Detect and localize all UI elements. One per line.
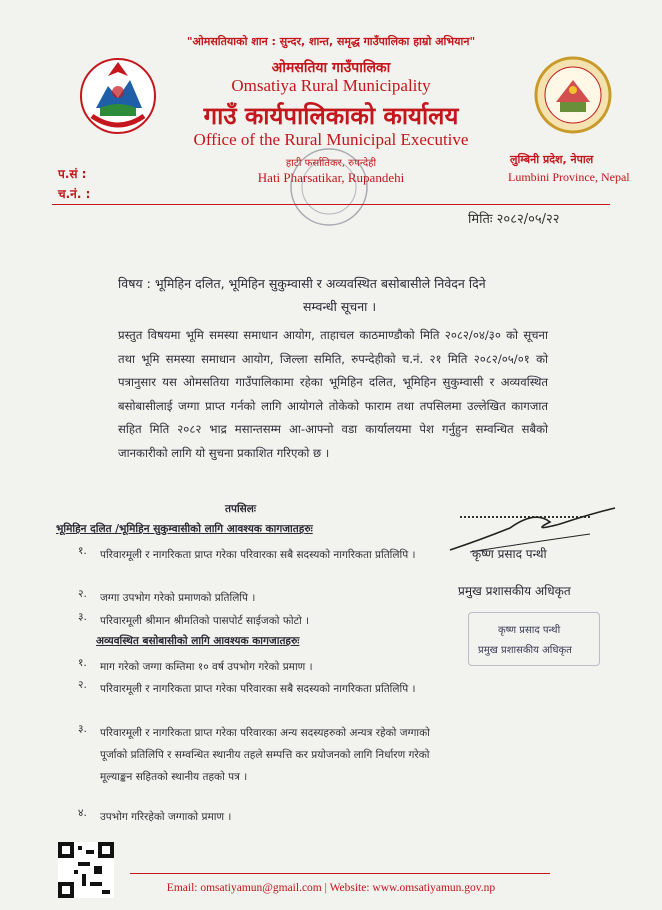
section-2-list: १. माग गरेको जग्गा कम्तिमा १० वर्ष उपभोग गरेको प्रमाण । २. परिवारमूली र नागरिकता प्राप्त गरेका परिवारका सबै सदस्यको नागरिकता प्रतिलिपि । ३. परिवारमूली र नागरिकता प्राप्त गरेका परिवारका अन्य सदस्यहरुको अन्यत्र रहेको जग्गाको पूर्जाको प्रतिलिपि र सम्वन्धित स्थानीय तहले सम्पत्ति कर प्रयोजनको लागि निर्धारण गरेको मूल्याङ्कन सहितको स्थानीय तहको पत्र । ४. उपभोग गरिरहेको जग्गाको प्रमाण । <box>78 657 430 823</box>
office-stamp <box>288 146 370 228</box>
motto: "ओमसतियाको शान : सुन्दर, शान्त, समृद्ध गाउँपालिका हाम्रो अभियान" <box>186 35 476 48</box>
signatory-post: प्रमुख प्रशासकीय अधिकृत <box>458 584 571 598</box>
subject <box>118 272 578 318</box>
address-en: Hati Pharsatikar, Rupandehi <box>257 170 405 185</box>
footer-divider <box>130 873 550 874</box>
official-stamp-frame <box>468 612 600 666</box>
letter-date: मितिः २०८२/०५/२२ <box>468 212 560 227</box>
header-divider <box>52 204 610 205</box>
section-1-list: १. परिवारमूली र नागरिकता प्राप्त गरेका परिवारका सबै सदस्यको नागरिकता प्रतिलिपि । २. जग्गा उपभोग गरेको प्रमाणको प्रतिलिपि । ३. परिवारमूली श्रीमान श्रीमतिको पासपोर्ट साईजको फोटो । <box>78 545 416 627</box>
ref-number-label: प.सं : <box>58 167 87 181</box>
municipality-name-np: ओमसतिया गाउँपालिका <box>271 60 391 76</box>
municipality-name-en: Omsatiya Rural Municipality <box>231 76 431 95</box>
office-name-en: Office of the Rural Municipal Executive <box>193 130 469 149</box>
subject-line-1: विषय : भूमिहिन दलित, भूमिहिन सुकुम्वासी र अव्यवस्थित बसोबासीले निवेदन दिने <box>118 276 486 291</box>
address-np: हाटी फर्सातिकर, रुपन्देही <box>285 158 377 169</box>
schedule-heading: तपसिलः <box>225 503 257 515</box>
signatory-name: कृष्ण प्रसाद पन्थी <box>472 547 547 561</box>
province-en: Lumbini Province, Nepal <box>508 170 630 184</box>
section-2-title: अव्यवस्थित बसोबासीको लागि आवश्यक कागजातहरुः <box>96 635 300 647</box>
notice-body: प्रस्तुत विषयमा भूमि समस्या समाधान आयोग, ताहाचल काठमाण्डौको मिति २०८२/०४/३० को सूचना तथा भूमि समस्या समाधान आयोग, जिल्ला समिति, रुपन्देहीको च.नं. २१ मिति २०८२/०५/०१ को पत्रानुसार यस ओमसतिया गाउँपालिकामा रहेका भूमिहिन दलित, भूमिहिन सुकुम्वासी र अव्यवस्थित बसोबासीलाई जग्गा प्राप्त गर्नको लागि आयोगले तोकेको फाराम तथा तपसिलमा उल्लेखित कागजात सहित मिति २०८२ भाद्र मसान्तसम्म आ-आफ्नो वडा कार्यालयमा पेश गर्नुहुन सम्वन्धित सबैको जानकारीको लागि यो सुचना प्रकाशित गरिएको छ । <box>118 328 548 460</box>
section-1-title: भूमिहिन दलित /भूमिहिन सुकुम्वासीको लागि आवश्यक कागजातहरुः <box>56 523 313 535</box>
office-name-np: गाउँ कार्यपालिकाको कार्यालय <box>203 102 459 130</box>
dispatch-number-label: च.नं. : <box>58 187 91 201</box>
footer-contact: Email: omsatiyamun@gmail.com | Website: www.omsatiyamun.gov.np <box>166 882 496 894</box>
stamp-post: प्रमुख प्रशासकीय अधिकृत <box>478 645 572 656</box>
subject-line-2: सम्वन्धी सूचना । <box>303 299 377 314</box>
province-np: लुम्बिनी प्रदेश, नेपाल <box>510 153 594 166</box>
reference-labels <box>58 164 90 204</box>
stamp-name: कृष्ण प्रसाद पन्थी <box>498 625 561 636</box>
